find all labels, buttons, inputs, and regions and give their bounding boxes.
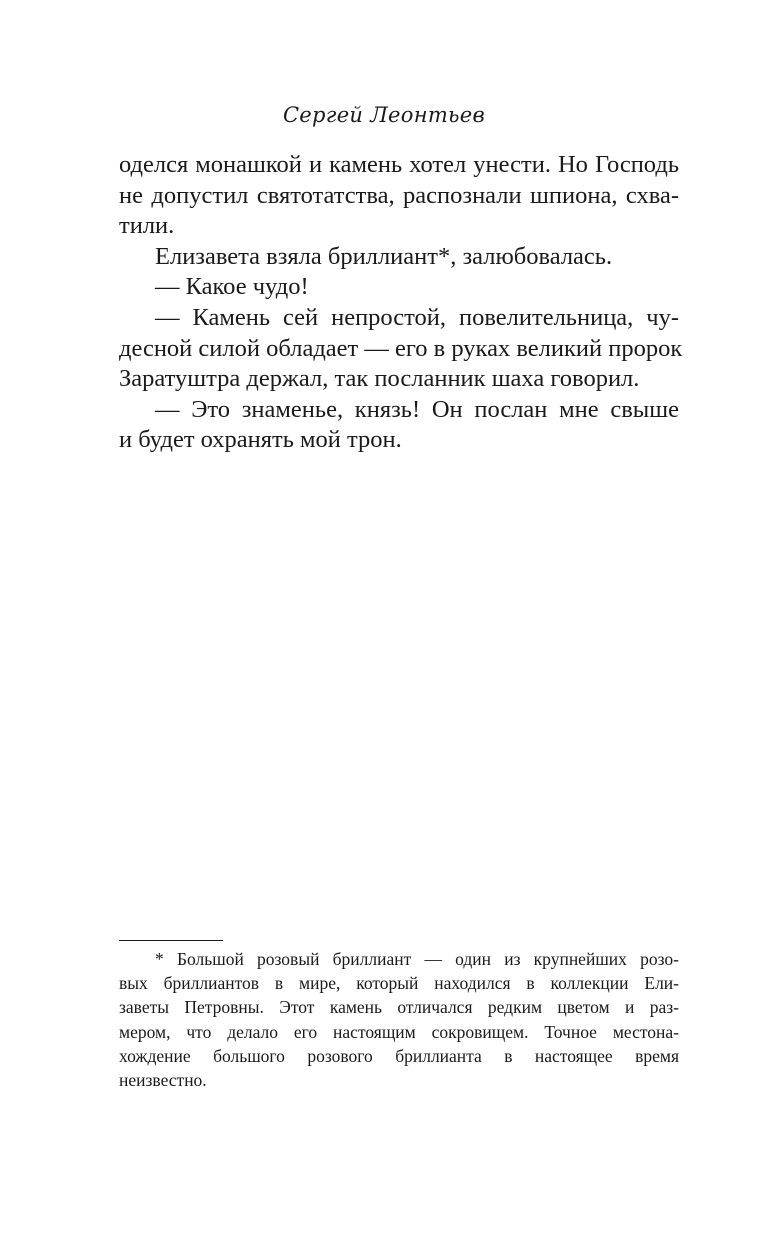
dialogue-line <box>119 272 679 303</box>
text-line: и будет охранять мой трон. <box>119 426 402 454</box>
text-line: Заратуштра держал, так посланник шаха говорил. <box>119 365 640 393</box>
footnote-line: вых бриллиантов в мире, который находился в коллекции Ели- <box>119 973 679 994</box>
footnote-line: мером, что делало его настоящим сокровищем. Точное местона- <box>119 1021 679 1042</box>
footnote-line: заветы Петровны. Этот камень отличался редким цветом и раз- <box>119 997 679 1018</box>
text-line: — Какое чудо! <box>155 273 309 301</box>
dialogue-line <box>119 303 683 395</box>
main-text <box>119 150 683 456</box>
footnote-line: неизвестно. <box>119 1070 207 1091</box>
text-line: десной силой обладает — его в руках великий пророк <box>119 334 683 362</box>
paragraph <box>119 150 679 242</box>
text-line: — Это знаменье, князь! Он послан мне свыше <box>155 395 679 423</box>
footnote <box>119 947 679 1092</box>
text-line: не допустил святотатства, распознали шпиона, схва- <box>119 181 679 209</box>
text-line: оделся монашкой и камень хотел унести. Но Господь <box>119 151 679 178</box>
text-line: Елизавета взяла бриллиант*, залюбовалась. <box>155 242 613 270</box>
text-line: тили. <box>119 212 175 240</box>
footnote-line: * Большой розовый бриллиант — один из крупнейших розо- <box>155 949 679 969</box>
footnote-divider <box>119 940 223 941</box>
dialogue-line <box>119 395 679 456</box>
running-header: Сергей Леонтьев <box>282 103 486 127</box>
footnote-line: хождение большого розового бриллианта в настоящее время <box>119 1045 679 1066</box>
paragraph <box>119 242 679 273</box>
text-line: — Камень сей непростой, повелительница, чу- <box>155 303 679 331</box>
